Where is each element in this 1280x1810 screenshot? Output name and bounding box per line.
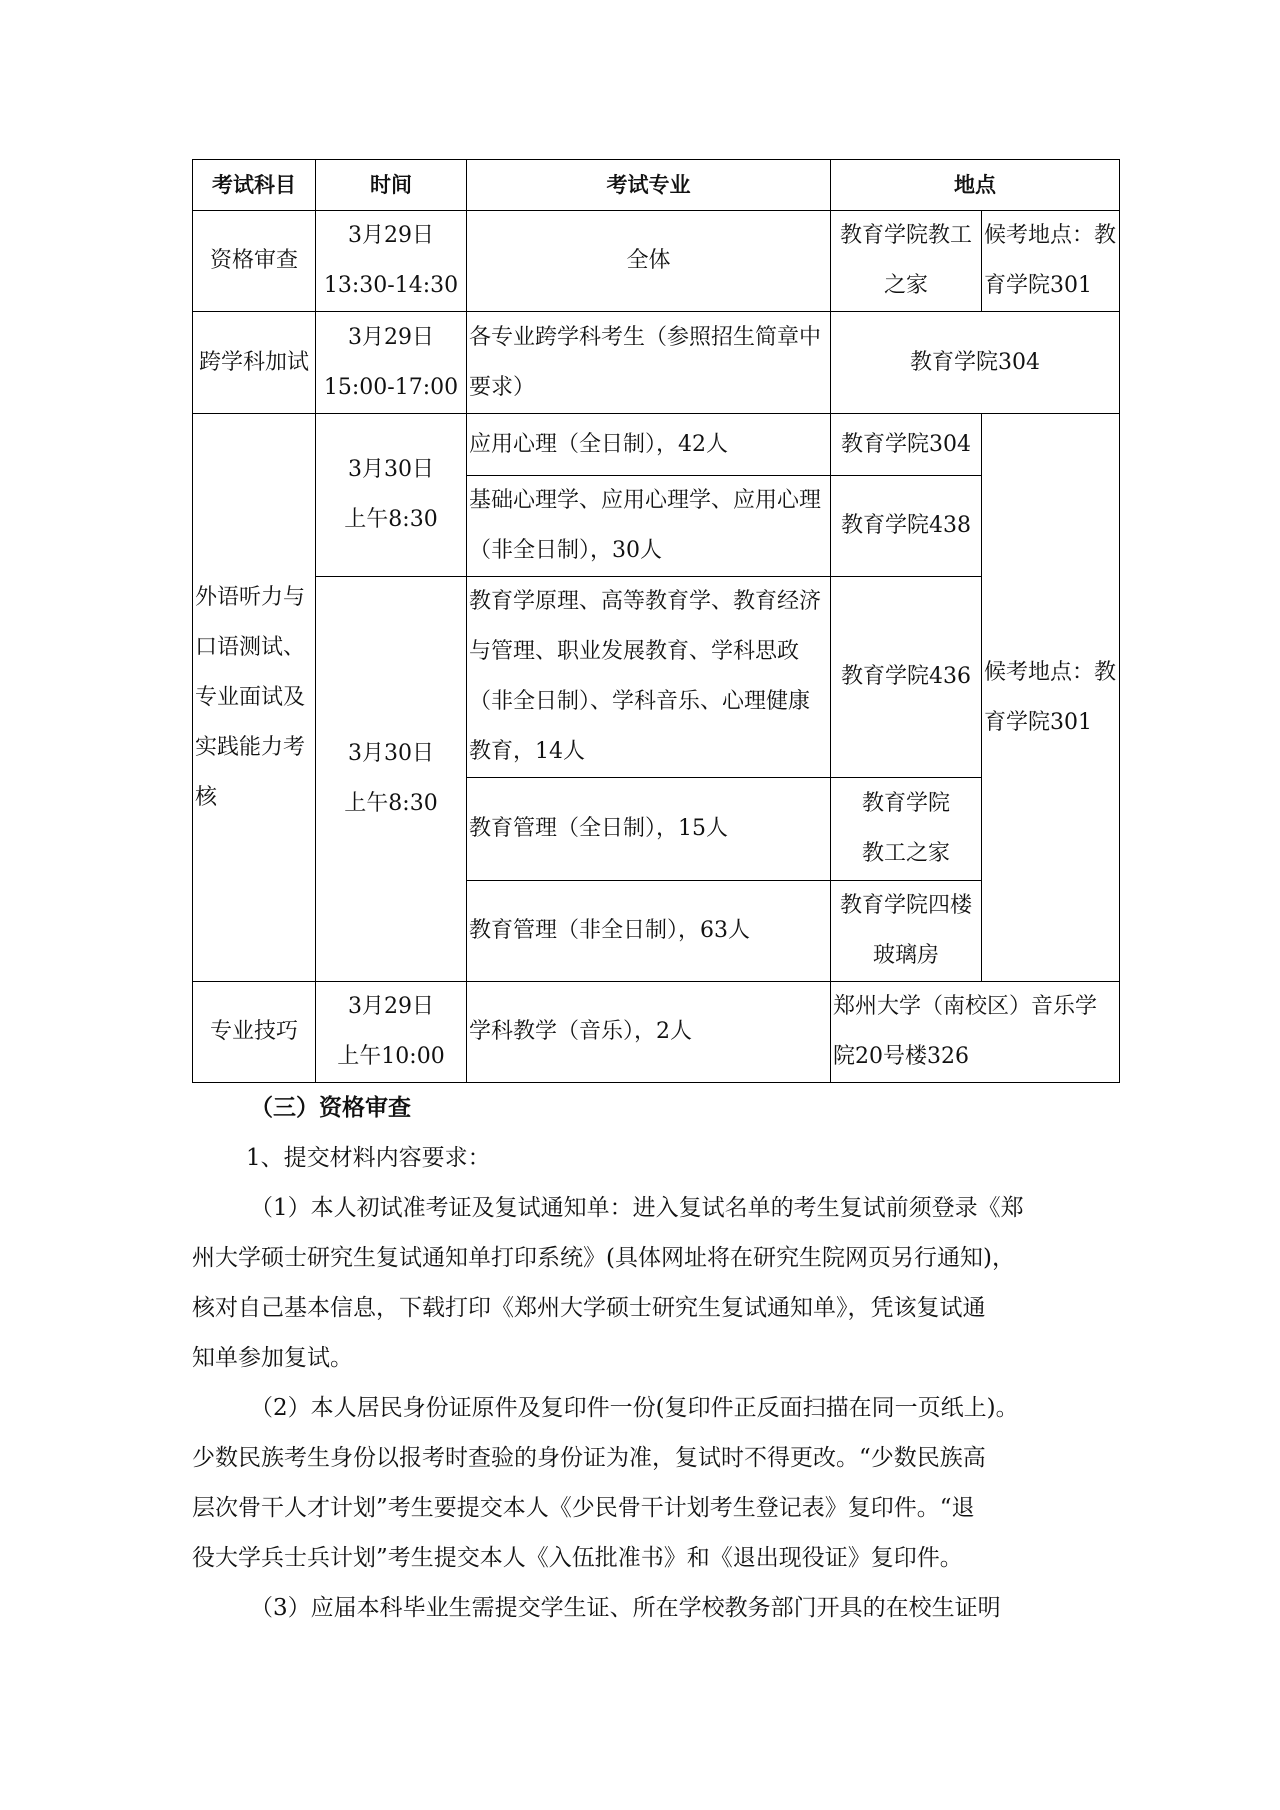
paragraph-line: （3）应届本科毕业生需提交学生证、所在学校教务部门开具的在校生证明 [250, 1595, 1001, 1621]
table-row [193, 982, 1120, 1083]
paragraph-line: 役大学兵士兵计划”考生提交本人《入伍批准书》和《退出现役证》复印件。 [192, 1545, 963, 1571]
table-row [193, 414, 1120, 476]
table-header-row [193, 160, 1120, 211]
paragraph-line: 知单参加复试。 [192, 1345, 353, 1371]
paragraph-line: 州大学硕士研究生复试通知单打印系统》(具体网址将在研究生院网页另行通知)， [192, 1245, 1015, 1271]
section-heading: （三）资格审查 [250, 1095, 411, 1121]
cell-wait-location: 候考地点：教育学院301 [982, 414, 1120, 982]
cell-subject: 专业技巧 [193, 982, 316, 1083]
cell-major: 基础心理学、应用心理学、应用心理（非全日制），30人 [467, 476, 831, 577]
cell-place: 教育学院304 [831, 312, 1120, 414]
cell-subject: 资格审查 [193, 211, 316, 312]
exam-schedule-table [192, 159, 1120, 1083]
list-item-heading: 1、提交材料内容要求： [246, 1145, 491, 1171]
paragraph-line: 层次骨干人才计划”考生要提交本人《少民骨干计划考生登记表》复印件。“退 [192, 1495, 975, 1521]
cell-place: 教育学院教工之家 [831, 211, 982, 312]
cell-subject: 跨学科加试 [193, 312, 316, 414]
cell-major: 教育管理（非全日制），63人 [467, 881, 831, 982]
cell-subject: 外语听力与口语测试、专业面试及实践能力考核 [193, 414, 316, 982]
cell-time: 3月30日 上午8:30 [316, 414, 467, 577]
cell-major: 应用心理（全日制），42人 [467, 414, 831, 476]
cell-major: 全体 [467, 211, 831, 312]
cell-place: 教育学院四楼 玻璃房 [831, 881, 982, 982]
paragraph-line: （2）本人居民身份证原件及复印件一份(复印件正反面扫描在同一页纸上)。 [250, 1395, 1019, 1421]
header-place: 地点 [831, 160, 1120, 211]
paragraph-line: 少数民族考生身份以报考时查验的身份证为准，复试时不得更改。“少数民族高 [192, 1445, 986, 1471]
cell-time: 3月29日 13:30-14:30 [316, 211, 467, 312]
header-major: 考试专业 [467, 160, 831, 211]
paragraph-line: 核对自己基本信息，下载打印《郑州大学硕士研究生复试通知单》，凭该复试通 [192, 1295, 986, 1321]
cell-place: 教育学院438 [831, 476, 982, 577]
cell-place: 教育学院436 [831, 577, 982, 778]
cell-major: 教育学原理、高等教育学、教育经济与管理、职业发展教育、学科思政（非全日制）、学科音乐、心理健康教育，14人 [467, 577, 831, 778]
cell-time: 3月29日 15:00-17:00 [316, 312, 467, 414]
cell-place: 教育学院 教工之家 [831, 778, 982, 881]
cell-place: 教育学院304 [831, 414, 982, 476]
cell-major: 教育管理（全日制），15人 [467, 778, 831, 881]
cell-time: 3月30日 上午8:30 [316, 577, 467, 982]
cell-time: 3月29日 上午10:00 [316, 982, 467, 1083]
table-row [193, 211, 1120, 312]
cell-major: 学科教学（音乐），2人 [467, 982, 831, 1083]
table-row [193, 577, 1120, 778]
cell-major: 各专业跨学科考生（参照招生简章中要求） [467, 312, 831, 414]
cell-wait-location: 候考地点：教育学院301 [982, 211, 1120, 312]
paragraph-line: （1）本人初试准考证及复试通知单：进入复试名单的考生复试前须登录《郑 [250, 1195, 1024, 1221]
header-subject: 考试科目 [193, 160, 316, 211]
header-time: 时间 [316, 160, 467, 211]
table-row [193, 312, 1120, 414]
cell-place: 郑州大学（南校区）音乐学院20号楼326 [831, 982, 1120, 1083]
